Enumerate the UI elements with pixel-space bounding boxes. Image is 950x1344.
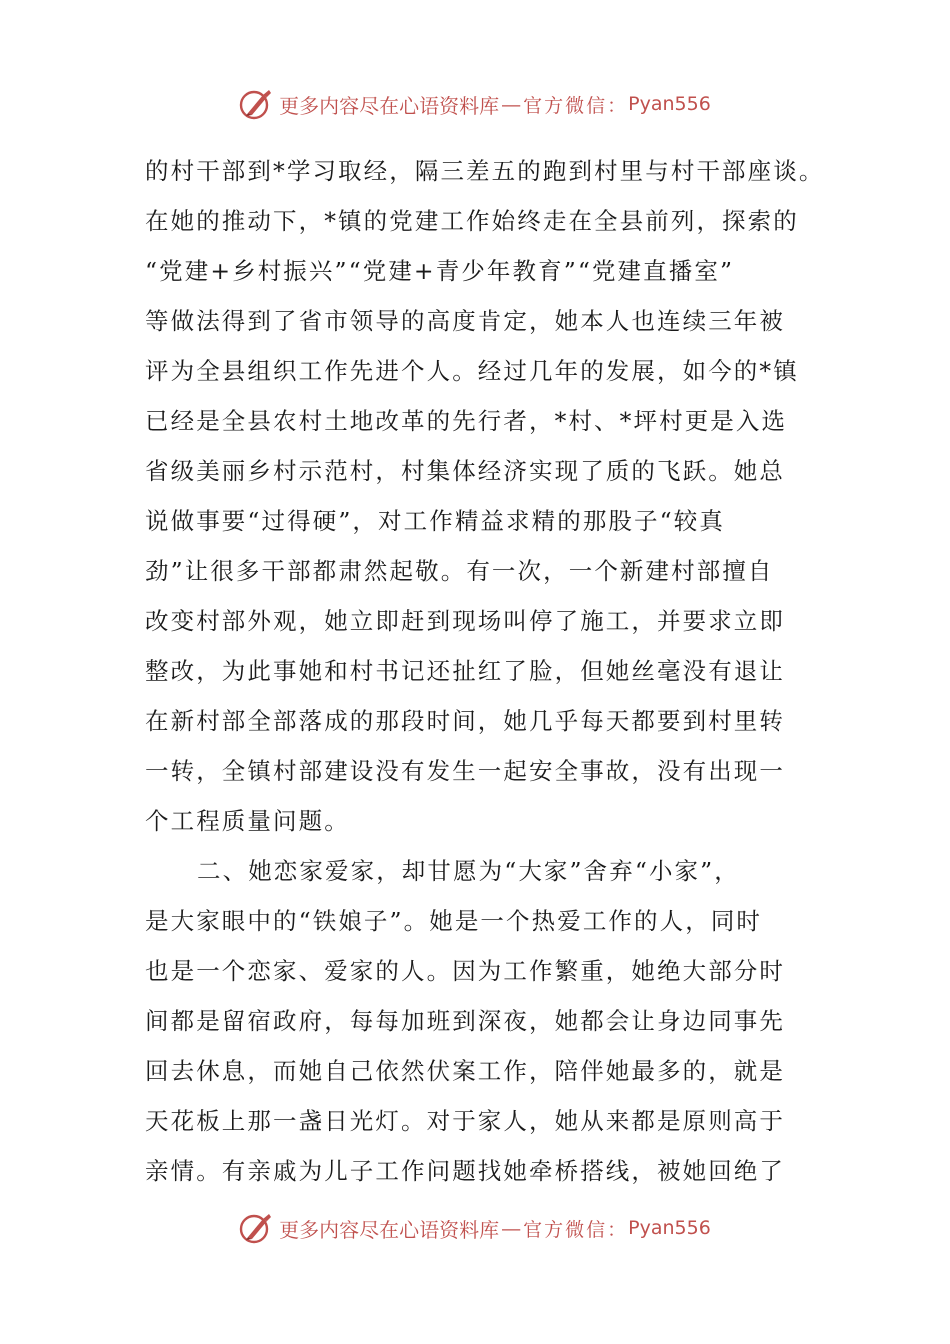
section-heading-line: 二、她恋家爱家，却甘愿为“大家”舍弃“小家”， [197,857,740,885]
text-line: 已经是全县农村土地改革的先行者，*村、*坪村更是入选 [145,407,788,435]
text-line: 省级美丽乡村示范村，村集体经济实现了质的飞跃。她总 [145,457,785,485]
text-line: 间都是留宿政府，每每加班到深夜，她都会让身边同事先 [145,1007,785,1035]
text-line: 亲情。有亲戚为儿子工作问题找她牵桥搭线，被她回绝了 [145,1157,785,1185]
text-line: 改变村部外观，她立即赶到现场叫停了施工，并要求立即 [145,607,785,635]
text-line: 个工程质量问题。 [145,807,350,835]
text-line: 在她的推动下，*镇的党建工作始终走在全县前列，探索的 [145,207,799,235]
brand-dash: — [501,1216,522,1240]
text-line: 是大家眼中的“铁娘子”。她是一个热爱工作的人，同时 [145,907,763,935]
brand-dash: — [501,92,522,116]
text-line: 评为全县组织工作先进个人。经过几年的发展，如今的*镇 [145,357,799,385]
account-id: Pyan556 [628,93,711,115]
text-line: 在新村部全部落成的那段时间，她几乎每天都要到村里转 [145,707,785,735]
account-id: Pyan556 [628,1217,711,1239]
text-line: 也是一个恋家、爱家的人。因为工作繁重，她绝大部分时 [145,957,785,985]
header-watermark [0,82,950,126]
text-line: 一转，全镇村部建设没有发生一起安全事故，没有出现一 [145,757,785,785]
document-body [145,146,825,1196]
text-line: 劲”让很多干部都肃然起敬。有一次，一个新建村部擅自 [145,557,774,585]
text-line: 整改，为此事她和村书记还扯红了脸，但她丝毫没有退让 [145,657,785,685]
text-line: “党建+乡村振兴”“党建+青少年教育”“党建直播室” [145,257,735,285]
brand-text: 更多内容尽在心语资料库 [279,93,500,118]
pen-logo-icon [239,87,273,121]
account-label: 官方微信： [523,94,629,117]
pen-logo-icon [239,1211,273,1245]
text-line: 说做事要“过得硬”，对工作精益求精的那股子“较真 [145,507,725,535]
brand-text: 更多内容尽在心语资料库 [279,1217,500,1242]
text-line: 天花板上那一盏日光灯。对于家人，她从来都是原则高于 [145,1107,785,1135]
text-line: 的村干部到*学习取经，隔三差五的跑到村里与村干部座谈。 [145,157,825,185]
text-line: 回去休息，而她自己依然伏案工作，陪伴她最多的，就是 [145,1057,785,1085]
account-label: 官方微信： [523,1218,629,1241]
footer-watermark [0,1206,950,1250]
text-line: 等做法得到了省市领导的高度肯定，她本人也连续三年被 [145,307,785,335]
